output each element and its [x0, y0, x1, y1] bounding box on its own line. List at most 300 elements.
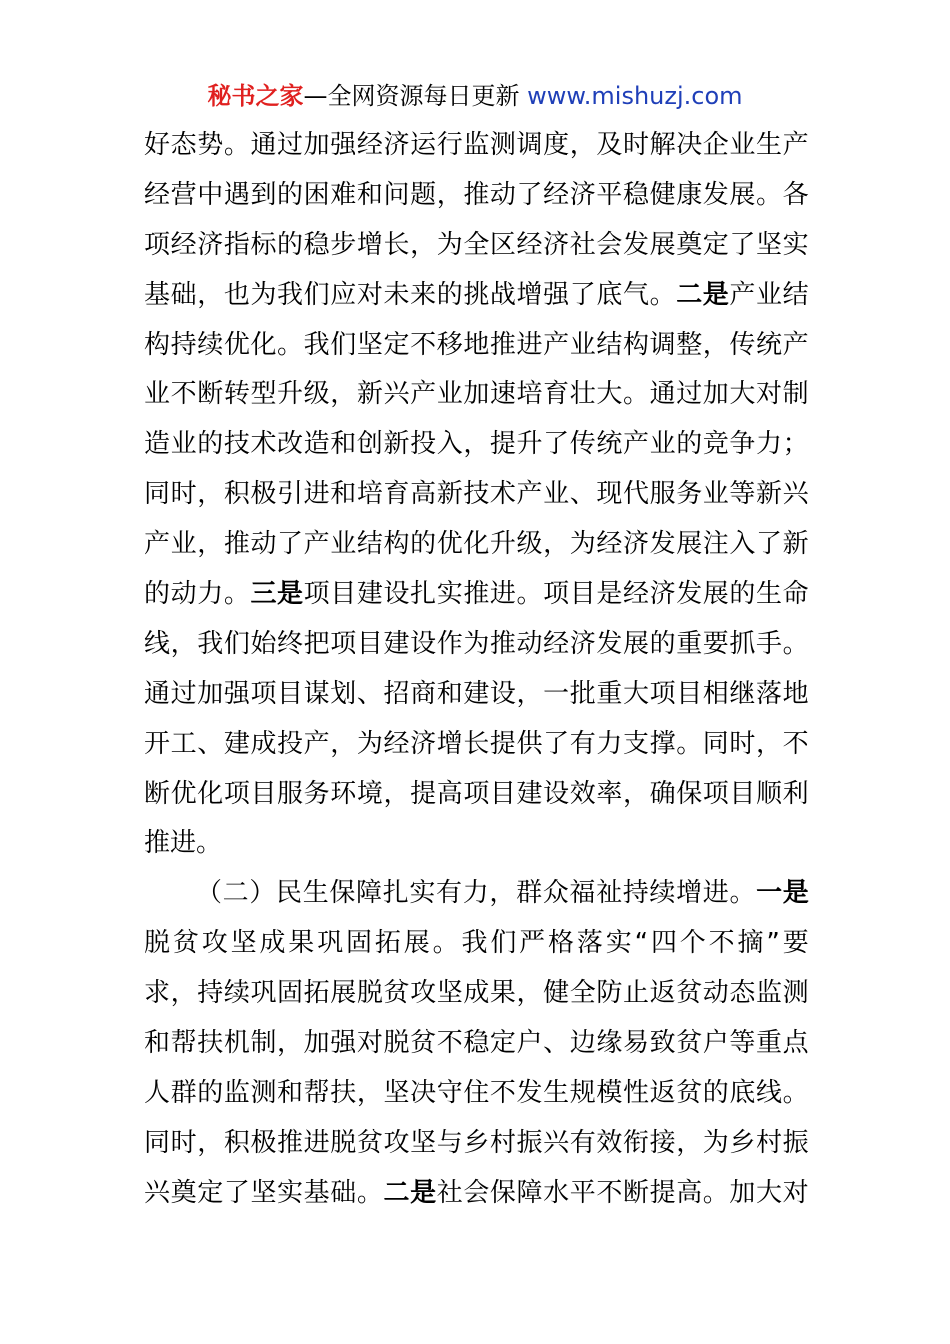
text-char: 防	[596, 978, 623, 1009]
text-line	[144, 1069, 809, 1119]
text-char: 优	[223, 329, 250, 360]
text-char: 的	[649, 628, 676, 659]
text-char: ，	[516, 678, 543, 709]
text-char: ，	[622, 778, 649, 809]
text-char: 续	[649, 878, 676, 909]
text-char: 监	[223, 1077, 250, 1108]
text-char: 指	[223, 229, 250, 260]
text-char: 效	[596, 1127, 623, 1158]
text-char: ，	[702, 329, 729, 360]
text-char: 调	[516, 130, 543, 160]
text-char: 设	[543, 778, 570, 809]
text-char: 设	[410, 628, 437, 659]
text-char: 我	[303, 329, 330, 360]
text-char: 加	[729, 1177, 756, 1208]
text-char: 等	[729, 479, 756, 510]
text-char: 传	[729, 329, 756, 360]
text-char: 难	[330, 179, 357, 210]
text-char: 新	[356, 379, 383, 410]
text-char: 型	[250, 379, 277, 410]
text-char: 供	[516, 728, 543, 759]
text-char: 断	[197, 379, 224, 410]
text-char: ，	[170, 628, 197, 659]
text-char: 高	[410, 479, 437, 510]
text-char: 脱	[356, 978, 383, 1009]
text-char: 业	[170, 529, 197, 560]
text-char: 增	[516, 279, 543, 310]
text-char: 康	[676, 179, 703, 210]
text-char: 模	[596, 1077, 623, 1108]
text-char: 和	[356, 179, 383, 210]
text-char: 产	[303, 529, 330, 560]
text-char: 终	[277, 628, 304, 659]
text-char: 了	[543, 728, 570, 759]
text-char: 极	[250, 479, 277, 510]
text-char: 摘	[737, 928, 764, 959]
text-char: 实	[277, 1177, 304, 1208]
text-char: 会	[596, 229, 623, 260]
text-char: 监	[756, 978, 783, 1009]
text-char: 同	[702, 728, 729, 759]
text-char: 势	[197, 130, 224, 160]
text-char: 水	[543, 1177, 570, 1208]
text-char: 发	[702, 179, 729, 210]
text-char: 展	[330, 978, 357, 1009]
text-char: 工	[170, 728, 197, 759]
text-char: 提	[410, 778, 437, 809]
text-char: 发	[649, 529, 676, 560]
text-char: 贫	[383, 978, 410, 1009]
text-char: 为	[702, 1127, 729, 1158]
text-char: 力	[596, 728, 623, 759]
text-char: 脱	[144, 928, 171, 959]
text-char: 实	[782, 229, 809, 260]
text-char: 商	[410, 678, 437, 709]
text-char: 、	[543, 1028, 570, 1059]
text-char: 提	[649, 1177, 676, 1208]
text-char: 的	[197, 429, 224, 460]
text-char: 经	[543, 179, 570, 210]
text-char: 不	[782, 728, 809, 759]
text-char: 固	[277, 978, 304, 1009]
text-char: 的	[436, 279, 463, 310]
text-char: 实	[605, 928, 632, 959]
text-char: 落	[756, 678, 783, 709]
text-char: ，	[410, 229, 437, 260]
text-char: 了	[516, 179, 543, 210]
text-char: 增	[676, 878, 703, 909]
text-char: 为	[356, 728, 383, 759]
text-char: ，	[463, 429, 490, 460]
text-char: 。	[356, 1177, 383, 1208]
text-char: 严	[519, 928, 546, 959]
text-char: ，	[516, 978, 543, 1009]
text-char: 户	[702, 1028, 729, 1059]
text-char: 时	[170, 1127, 197, 1158]
text-char: 定	[197, 1177, 224, 1208]
text-char: 果	[489, 978, 516, 1009]
text-char: ）	[249, 878, 276, 909]
text-char: 平	[596, 179, 623, 210]
text-char: 平	[569, 1177, 596, 1208]
text-char: 开	[144, 728, 171, 759]
text-char: 也	[223, 279, 250, 310]
text-char: 术	[489, 479, 516, 510]
text-char: 贫	[676, 978, 703, 1009]
text-char: 高	[436, 778, 463, 809]
text-char: 力	[756, 429, 783, 460]
text-char: 产	[543, 329, 570, 360]
text-char: 兴	[543, 1127, 570, 1158]
text-char: 为	[436, 229, 463, 260]
text-char: 到	[250, 179, 277, 210]
text-char: 底	[729, 1077, 756, 1108]
text-char: 。	[702, 1177, 729, 1208]
text-char: 招	[383, 678, 410, 709]
text-char: 新	[383, 429, 410, 460]
text-char: 积	[223, 1127, 250, 1158]
text-char: 投	[410, 429, 437, 460]
text-char: 升	[516, 429, 543, 460]
text-char: 济	[197, 229, 224, 260]
text-char: 监	[463, 130, 490, 160]
text-char: 不	[596, 1177, 623, 1208]
text-char: 攻	[410, 978, 437, 1009]
text-char: ，	[197, 479, 224, 510]
text-char: 持	[170, 329, 197, 360]
text-char: 态	[729, 978, 756, 1009]
text-char: 产	[782, 329, 809, 360]
text-char: 级	[303, 379, 330, 410]
text-char: 一	[543, 678, 570, 709]
text-char: 产	[303, 728, 330, 759]
text-char: 调	[649, 329, 676, 360]
text-char: 目	[356, 628, 383, 659]
text-char: 了	[543, 429, 570, 460]
text-char: 传	[569, 429, 596, 460]
text-char: 进	[303, 479, 330, 510]
text-char: 对	[356, 279, 383, 310]
text-line	[144, 171, 809, 221]
text-char: ”	[766, 928, 780, 959]
text-char: 测	[489, 130, 516, 160]
text-char: 测	[782, 978, 809, 1009]
text-line	[144, 620, 809, 670]
text-char: 对	[356, 1028, 383, 1059]
text-char: 线	[144, 628, 171, 659]
text-char: 续	[223, 978, 250, 1009]
text-char: 顺	[756, 778, 783, 809]
text-char: 产	[410, 379, 437, 410]
text-char: 统	[756, 329, 783, 360]
text-char: 的	[277, 179, 304, 210]
text-char: 过	[277, 130, 304, 160]
text-char: 济	[543, 229, 570, 260]
text-char: 奠	[170, 1177, 197, 1208]
emphasis-char: 一	[756, 878, 783, 909]
text-char: 保	[676, 778, 703, 809]
text-char: 地	[782, 678, 809, 709]
text-char: 产	[144, 529, 171, 560]
text-char: 投	[277, 728, 304, 759]
text-char: 速	[489, 379, 516, 410]
text-char: 贫	[356, 1127, 383, 1158]
text-char: 断	[622, 1177, 649, 1208]
text-char: 。	[622, 379, 649, 410]
text-char: ，	[356, 1077, 383, 1108]
text-char: 加	[303, 130, 330, 160]
text-char: 。	[432, 928, 459, 959]
text-char: 化	[250, 329, 277, 360]
text-char: 解	[649, 130, 676, 160]
text-char: 态	[170, 130, 197, 160]
text-char: 引	[277, 479, 304, 510]
text-char: 脱	[330, 1127, 357, 1158]
text-char: 社	[569, 229, 596, 260]
text-char: 经	[356, 130, 383, 160]
text-char: 和	[330, 479, 357, 510]
text-char: 济	[622, 529, 649, 560]
text-char: 大	[596, 379, 623, 410]
text-char: 育	[383, 479, 410, 510]
text-char: 效	[569, 778, 596, 809]
text-char: 对	[756, 379, 783, 410]
text-char: 生	[756, 579, 783, 610]
text-char: ；	[782, 429, 809, 460]
text-char: 移	[436, 329, 463, 360]
text-char: 。	[516, 579, 543, 610]
text-char: 产	[516, 479, 543, 510]
text-char: 们	[490, 928, 517, 959]
text-char: 止	[622, 978, 649, 1009]
text-char: 格	[548, 928, 575, 959]
text-char: 、	[356, 678, 383, 709]
text-char: 。	[756, 179, 783, 210]
text-char: 展	[676, 529, 703, 560]
text-char: 项	[463, 778, 490, 809]
text-char: 础	[170, 279, 197, 310]
text-line	[144, 321, 809, 371]
text-line	[144, 570, 809, 620]
text-char: ，	[489, 878, 516, 909]
text-char: 进	[303, 1127, 330, 1158]
text-char: 加	[702, 379, 729, 410]
text-char: 建	[223, 728, 250, 759]
text-char: 进	[170, 828, 197, 859]
text-char: 通	[250, 130, 277, 160]
text-char: 住	[463, 1077, 490, 1108]
text-char: 推	[144, 828, 171, 859]
text-char: 优	[170, 778, 197, 809]
text-char: 业	[569, 329, 596, 360]
text-char: ，	[543, 529, 570, 560]
text-char: 攻	[383, 1127, 410, 1158]
text-char: 遇	[223, 179, 250, 210]
text-char: 强	[223, 678, 250, 709]
site-tagline: —全网资源每日更新	[303, 82, 520, 110]
text-char: 动	[516, 628, 543, 659]
text-char: 加	[197, 678, 224, 709]
text-char: 障	[356, 878, 383, 909]
text-char: 贫	[172, 928, 199, 959]
text-char: 进	[702, 878, 729, 909]
text-char: 缘	[596, 1028, 623, 1059]
text-char: ，	[436, 179, 463, 210]
text-char: 撑	[649, 728, 676, 759]
text-char: 产	[782, 130, 809, 160]
text-char: 中	[197, 179, 224, 210]
site-url-link[interactable]: www.mishuzj.com	[527, 82, 743, 110]
text-char: 区	[489, 229, 516, 260]
text-char: 推	[489, 329, 516, 360]
text-char: ，	[277, 1028, 304, 1059]
text-char: 争	[729, 429, 756, 460]
text-char: 不	[708, 928, 735, 959]
text-char: 新	[436, 479, 463, 510]
text-char: 有	[569, 728, 596, 759]
text-char: 群	[170, 1077, 197, 1108]
text-char: 结	[782, 279, 809, 310]
text-char: 应	[330, 279, 357, 310]
text-char: 提	[489, 429, 516, 460]
text-char: 展	[729, 179, 756, 210]
text-char: 升	[277, 379, 304, 410]
text-char: 壮	[569, 379, 596, 410]
text-char: 定	[702, 229, 729, 260]
text-char: 运	[410, 130, 437, 160]
text-char: 强	[543, 279, 570, 310]
text-char: 时	[170, 479, 197, 510]
text-char: 建	[356, 579, 383, 610]
text-char: 造	[144, 429, 171, 460]
text-line	[144, 1019, 809, 1069]
emphasis-char: 二	[676, 279, 703, 310]
text-char: 村	[489, 1127, 516, 1158]
text-char: 挑	[463, 279, 490, 310]
text-char: 全	[569, 978, 596, 1009]
text-char: 性	[622, 1077, 649, 1108]
text-char: 大	[729, 379, 756, 410]
text-char: ，	[330, 379, 357, 410]
text-char: 经	[622, 579, 649, 610]
text-line	[144, 770, 809, 820]
text-char: 。	[729, 878, 756, 909]
text-line	[144, 919, 809, 969]
text-char: 拓	[374, 928, 401, 959]
text-char: 们	[223, 628, 250, 659]
text-char: 过	[676, 379, 703, 410]
text-char: 改	[277, 429, 304, 460]
text-char: 把	[303, 628, 330, 659]
text-char: 经	[383, 728, 410, 759]
text-char: 了	[729, 229, 756, 260]
text-char: 务	[303, 778, 330, 809]
text-char: 机	[223, 1028, 250, 1059]
text-char: 统	[596, 429, 623, 460]
text-char: 们	[330, 329, 357, 360]
text-char: 加	[303, 1028, 330, 1059]
text-char: 整	[676, 329, 703, 360]
text-char: 扶	[197, 1028, 224, 1059]
text-char: 基	[303, 1177, 330, 1208]
text-char: 高	[676, 1177, 703, 1208]
text-char: 与	[436, 1127, 463, 1158]
text-char: 返	[649, 1077, 676, 1108]
text-char: 贫	[410, 1028, 437, 1059]
text-char: 技	[463, 479, 490, 510]
text-char: 不	[170, 379, 197, 410]
text-char: 户	[516, 1028, 543, 1059]
text-char: 服	[277, 778, 304, 809]
text-line	[144, 370, 809, 420]
text-char: 谋	[303, 678, 330, 709]
text-char: ，	[170, 978, 197, 1009]
text-char: 构	[622, 329, 649, 360]
text-char: 率	[596, 778, 623, 809]
text-char: 基	[144, 279, 171, 310]
text-char: 结	[596, 329, 623, 360]
text-char: 设	[383, 579, 410, 610]
text-char: 优	[436, 529, 463, 560]
text-char: 二	[222, 878, 249, 909]
text-char: 建	[383, 628, 410, 659]
text-char: 测	[250, 1077, 277, 1108]
text-char: 坚	[230, 928, 257, 959]
text-char: 点	[782, 1028, 809, 1059]
text-char: 会	[463, 1177, 490, 1208]
text-char: 和	[330, 429, 357, 460]
text-char: 成	[463, 978, 490, 1009]
text-char: 制	[250, 1028, 277, 1059]
text-char: 和	[144, 1028, 171, 1059]
text-char: 我	[197, 628, 224, 659]
text-char: 术	[250, 429, 277, 460]
text-char: ，	[197, 1127, 224, 1158]
text-char: 不	[436, 1028, 463, 1059]
text-line	[144, 271, 809, 321]
text-char: 战	[489, 279, 516, 310]
text-char: 人	[144, 1077, 171, 1108]
text-char: 要	[782, 928, 809, 959]
text-line	[144, 221, 809, 271]
text-char: 成	[259, 928, 286, 959]
text-char: 振	[516, 1127, 543, 1158]
text-char: ，	[197, 529, 224, 560]
text-char: 经	[144, 179, 171, 210]
text-char: 构	[383, 529, 410, 560]
text-line	[144, 819, 809, 869]
text-char: 和	[436, 678, 463, 709]
text-char: 命	[782, 579, 809, 610]
text-char: 项	[250, 678, 277, 709]
text-char: 行	[436, 130, 463, 160]
text-char: 。	[277, 329, 304, 360]
text-char: 业	[649, 429, 676, 460]
text-char: 构	[144, 329, 171, 360]
text-char: 的	[277, 229, 304, 260]
text-char: 建	[463, 678, 490, 709]
text-char: 坚	[410, 1127, 437, 1158]
text-char: 目	[330, 579, 357, 610]
text-char: 大	[756, 1177, 783, 1208]
text-char: 返	[649, 978, 676, 1009]
text-char: 不	[410, 329, 437, 360]
text-char: 始	[250, 628, 277, 659]
text-char: 提	[489, 728, 516, 759]
text-char: 衔	[622, 1127, 649, 1158]
text-char: 。	[223, 130, 250, 160]
text-char: 成	[250, 728, 277, 759]
